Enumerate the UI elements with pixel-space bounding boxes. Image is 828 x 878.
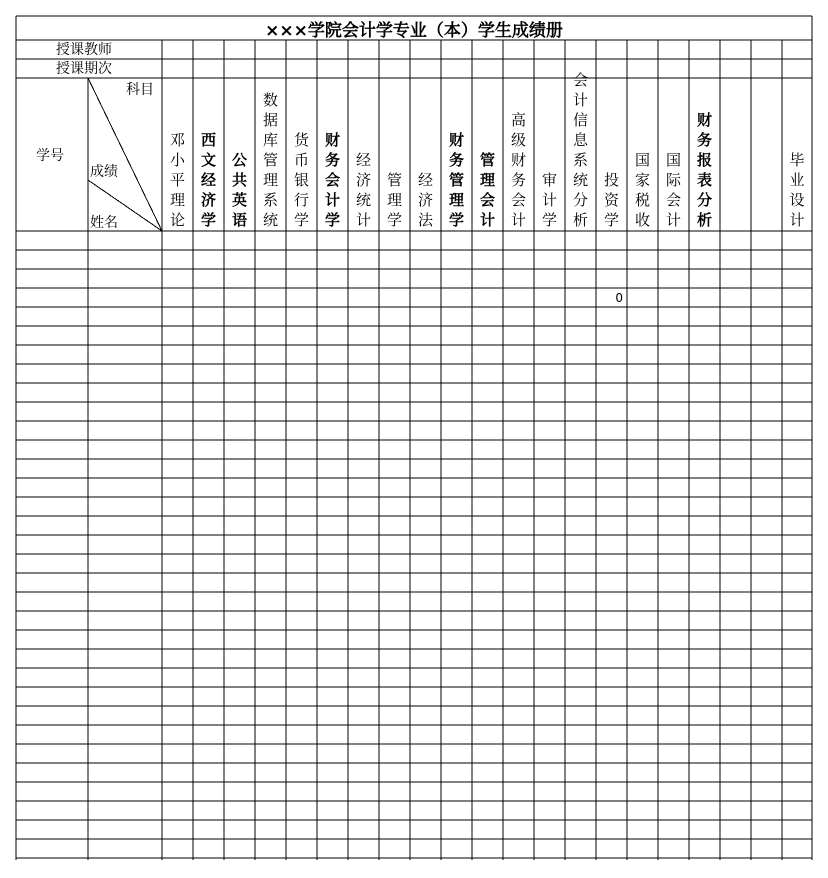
score-label: 成绩 — [90, 164, 118, 180]
subject-header: 管理学 — [386, 171, 402, 229]
cell-value: 0 — [615, 291, 623, 305]
subject-header: 邓小平理论 — [169, 131, 185, 229]
subject-header: 数据库管理系统 — [262, 91, 278, 229]
subject-header: 毕业设计 — [789, 151, 805, 229]
subject-header: 财务管理学 — [448, 131, 464, 229]
period-label: 授课期次 — [56, 61, 112, 77]
subject-header: 货币银行学 — [293, 131, 309, 229]
subject-header: 经济统计 — [355, 151, 371, 229]
sheet-title: ×××学院会计学专业（本）学生成绩册 — [265, 20, 563, 41]
subject-header: 会计信息系统分析 — [572, 71, 588, 229]
subject-header: 投资学 — [603, 171, 619, 229]
subject-header: 国家税收 — [634, 151, 650, 229]
subject-header: 财务报表分析 — [696, 111, 712, 229]
subject-header: 西文经济学 — [200, 131, 216, 229]
subject-header: 经济法 — [417, 171, 433, 229]
subject-header: 审计学 — [541, 171, 557, 229]
subject-header: 财务会计学 — [324, 131, 340, 229]
subject-label: 科目 — [126, 82, 154, 98]
student-id-label: 学号 — [36, 148, 64, 164]
diagonal-line — [88, 78, 162, 231]
subject-header: 公共英语 — [231, 151, 247, 229]
name-label: 姓名 — [90, 215, 118, 231]
subject-header: 高级财务会计 — [510, 111, 526, 229]
subject-header: 管理会计 — [479, 151, 495, 229]
subject-header: 国际会计 — [665, 151, 681, 229]
teacher-label: 授课教师 — [56, 42, 112, 58]
